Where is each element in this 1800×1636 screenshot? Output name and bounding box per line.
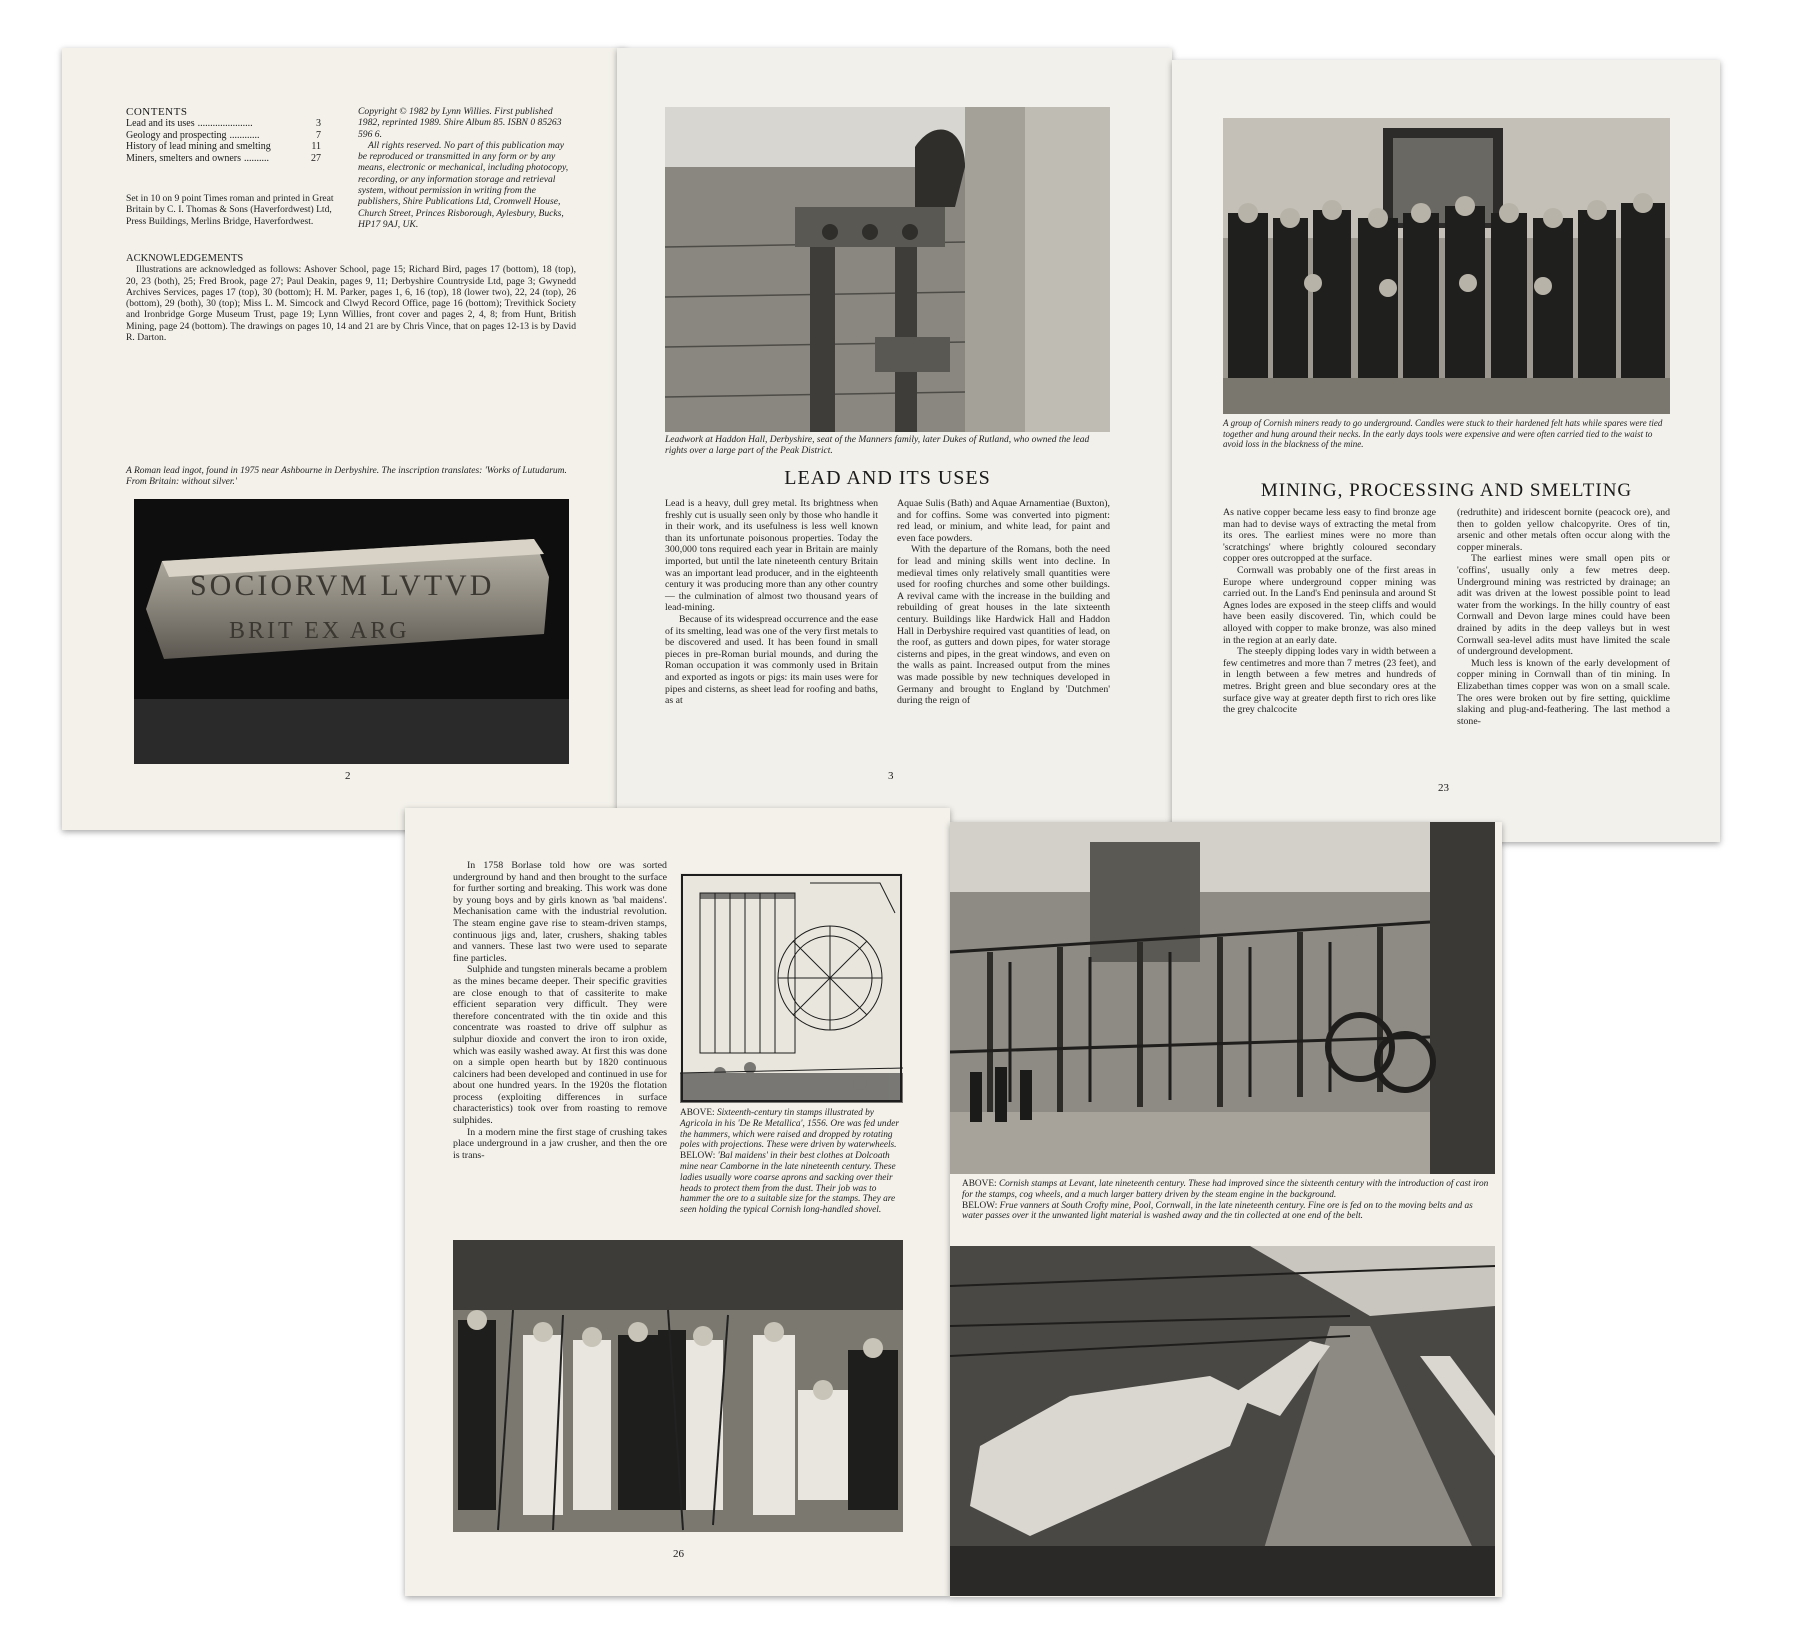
- cornish-miners-photo: [1223, 118, 1670, 414]
- contents-entry-page: 11: [311, 141, 321, 153]
- levant-stamps-photo: [950, 822, 1495, 1174]
- contents-block: [126, 106, 321, 164]
- page23-col1-paragraph2: Cornwall was probably one of the first areas in Europe where underground copper mining was carried out. In the Land's End peninsula and around St Agnes lodes are exposed in the steep cliffs and would have been easily discovered. Tin, which could be alloyed with copper to make bronze, was also mined in the region at an early date.: [1223, 564, 1436, 646]
- page-2: [62, 48, 627, 830]
- caption-above-label: ABOVE:: [680, 1108, 715, 1118]
- caption-above-label: ABOVE:: [962, 1179, 997, 1189]
- page-number-2: 2: [345, 770, 351, 782]
- frue-vanners-photo: [950, 1246, 1495, 1596]
- page-26: [405, 808, 950, 1596]
- page26-paragraph3: In a modern mine the first stage of crushing takes place underground in a jaw crusher, and then the ore is trans-: [453, 1126, 667, 1161]
- rights-text: All rights reserved. No part of this publication may be reproduced or transmitted in any form or by any means, electronic or mechanical, including photocopy, recording, or any information storage and retrieval system, without permission in writing from the publishers, Shire Publications Ltd, Cromwell House, Church Street, Princes Risborough, Aylesbury, Bucks, HP17 9AJ, UK.: [358, 139, 569, 230]
- contents-entry-title: Miners, smelters and owners: [126, 152, 241, 164]
- contents-entry-dots: ............: [229, 129, 260, 141]
- contents-entry-title: Geology and prospecting: [126, 129, 227, 141]
- page3-col1-paragraph1: Lead is a heavy, dull grey metal. Its brightness when freshly cut is usually seen only by those who handle it in their work, and its usefulness is less well known than its unfortunate poisonous properties. Today the 300,000 tons required each year in Britain are mainly imported, but until the late nineteenth century Britain was an important lead producer, and in the eighteenth century it was producing more than any other country — the culmination of almost two thousand years of lead-mining.: [665, 498, 878, 614]
- copyright-block: [358, 106, 573, 230]
- page26-text-column: [453, 860, 667, 1161]
- contents-entry: [126, 141, 321, 153]
- page-number-23: 23: [1438, 782, 1449, 794]
- contents-entry-title: History of lead mining and smelting: [126, 141, 271, 153]
- page-23: [1172, 60, 1720, 842]
- contents-entry-page: 27: [311, 152, 321, 164]
- ingot-inscription-line1: SOCIORVM LVTVD: [190, 569, 495, 602]
- caption-above-text: Sixteenth-century tin stamps illustrated by Agricola in his 'De Re Metallica', 1556. Ore was fed under the hammers, which were raised and dropped by rotating poles with projections. These were driven by waterwheels.: [680, 1108, 899, 1151]
- mining-processing-smelting-heading: MINING, PROCESSING AND SMELTING: [1260, 480, 1633, 501]
- page23-col1-paragraph1: As native copper became less easy to find bronze age man had to devise ways of extracting the metal from its ores. The earliest mines were no more than 'scratchings' where brightly coloured secondary copper ores outcropped at the surface.: [1223, 507, 1436, 565]
- page-3: [617, 48, 1172, 830]
- ingot-inscription-line2: BRIT EX ARG: [229, 618, 410, 644]
- page26-paragraph1: In 1758 Borlase told how ore was sorted underground by hand and then brought to the surface for further sorting and breaking. This work was done by young boys and by girls known as 'bal maidens'. Mechanisation came with the industrial revolution. The steam engine gave rise to steam-driven stamps, continuous jigs and, later, crushers, shaking tables and vanners. These last two were used to separate fine particles.: [453, 860, 667, 964]
- ingot-caption: A Roman lead ingot, found in 1975 near Ashbourne in Derbyshire. The inscription translates: 'Works of Lutudarum. From Britain: without silver.': [126, 466, 567, 487]
- contents-entry: [126, 153, 321, 165]
- roman-ingot-photo: [134, 499, 569, 764]
- bal-maidens-photo: [453, 1240, 903, 1532]
- contents-entry-page: 7: [316, 129, 321, 141]
- page23-column-2: [1457, 507, 1670, 727]
- page23-col1-paragraph3: The steeply dipping lodes vary in width between a few centimetres and more than 7 metres (23 feet), and in length between a few metres and hundreds of metres. Bright green and blue secondary ores at the surface give way at greater depth first to rich ores like the grey chalcocite: [1223, 646, 1436, 716]
- page26-paragraph2: Sulphide and tungsten minerals became a problem as the mines became deeper. Their specific gravities are close enough to that of cassiterite to make efficient separation very difficult. They were therefore concentrated with the tin oxide and this concentrate was roasted to drive off sulphur as sulphur dioxide and convert the iron to iron oxide, which was easily washed away. At first this was done on a simple open hearth but by 1820 continuous calciners had been developed and continued in use for about one hundred years. In the 1920s the flotation process (exploiting differences in surface characteristics) took over from roasting to remove sulphides.: [453, 964, 667, 1127]
- page3-column-1: [665, 498, 878, 707]
- page23-column-1: [1223, 507, 1436, 716]
- lead-and-its-uses-heading: LEAD AND ITS USES: [784, 467, 991, 489]
- cornish-miners-caption: A group of Cornish miners ready to go underground. Candles were stuck to their hardened felt hats while spares were tied together and hung around their necks. In the early days tools were expensive and were often carried tied to the waist to avoid loss in the blackness of the mine.: [1223, 418, 1663, 449]
- caption-below-text: Frue vanners at South Crofty mine, Pool, Cornwall, in the late nineteenth century. Fine ore is fed on to the moving belts and as water passes over it the unwanted light material is washed away and the tin collected at one end of the belt.: [962, 1200, 1473, 1222]
- copyright-text: Copyright © 1982 by Lynn Willies. First published 1982, reprinted 1989. Shire Album 85. ISBN 0 85263 596 6.: [358, 106, 562, 140]
- contents-entry-dots: [271, 141, 303, 153]
- page23-col2-paragraph1: (redruthite) and iridescent bornite (peacock ore), and then to golden yellow chalcopyrite. Ores of tin, arsenic and other metals often occur along with the copper minerals.: [1457, 507, 1670, 553]
- contents-entry: [126, 130, 321, 142]
- page-number-3: 3: [888, 770, 894, 782]
- page-number-26: 26: [673, 1548, 684, 1560]
- page3-col2-paragraph2: With the departure of the Romans, both the need for lead and mining skills went into decline. In medieval times only relatively small quantities were used for roofing churches and some other buildings. A revival came with the increase in the building and rebuilding of great houses in the late sixteenth century. Buildings like Hardwick Hall and Haddon Hall in Derbyshire required vast quantities of lead, on the roof, as gutters and down pipes, for water storage cisterns and pipes, in the great windows, and even on the walls as paint. Increased output from the mines was made possible by new techniques developed in Germany and brought to England by 'Dutchmen' during the reign of: [897, 544, 1110, 707]
- caption-below-label: BELOW:: [680, 1151, 716, 1162]
- acknowledgements-block: [126, 253, 576, 343]
- caption-above-text: Cornish stamps at Levant, late nineteenth century. These had improved since the sixteenth century with the introduction of cast iron for the stamps, cog wheels, and a much larger battery driven by the steam engine in the background.: [962, 1179, 1489, 1200]
- haddon-hall-leadwork-photo: [665, 107, 1110, 432]
- levant-and-vanners-caption: [962, 1179, 1492, 1222]
- page23-col2-paragraph3: Much less is known of the early development of copper mining in Cornwall than of tin mining. In Elizabethan times copper was won on a small scale. The ores were broken out by fire setting, quicklime slaking and plug-and-feathering. The last method a stone-: [1457, 657, 1670, 727]
- agricola-tin-stamps-woodcut: [680, 873, 903, 1103]
- caption-below-text: 'Bal maidens' in their best clothes at Dolcoath mine near Camborne in the late nineteenth century. These ladies usually wore coarse aprons and sacking over their heads to protect them from the dust. Their job was to hammer the ore to a suitable size for the stamps. They are seen holding the typical Cornish long-handled shovel.: [680, 1151, 896, 1216]
- contents-entry-title: Lead and its uses: [126, 118, 195, 129]
- contents-entry-page: 3: [316, 118, 321, 129]
- contents-title: CONTENTS: [126, 106, 188, 118]
- haddon-hall-caption: Leadwork at Haddon Hall, Derbyshire, seat of the Manners family, later Dukes of Rutland, who owned the lead rights over a large part of the Peak District.: [665, 435, 1090, 456]
- acknowledgements-title: ACKNOWLEDGEMENTS: [126, 253, 244, 264]
- printing-note: Set in 10 on 9 point Times roman and printed in Great Britain by C. I. Thomas & Sons (Haverfordwest) Ltd, Press Buildings, Merlins Bridge, Haverfordwest.: [126, 193, 334, 227]
- page23-col2-paragraph2: The earliest mines were small open pits or 'coffins', usually only a few metres deep. Underground mining was restricted by drainage; an adit was driven at the lowest possible point to lead water from the workings. In the hilly country of east Cornwall and Devon large mines could have been drained by adits in the deep valleys but in west Cornwall sea-level adits must have limited the scale of underground development.: [1457, 553, 1670, 658]
- contents-entry: [126, 118, 321, 130]
- page3-col2-paragraph1: Aquae Sulis (Bath) and Aquae Arnamentiae (Buxton), and for coffins. Some was converted into pigment: red lead, or minium, and white lead, for paint and even face powders.: [897, 498, 1110, 544]
- contents-entry-dots: ......................: [197, 118, 253, 129]
- page3-column-2: [897, 498, 1110, 707]
- acknowledgements-text: Illustrations are acknowledged as follows: Ashover School, page 15; Richard Bird, pages 17 (bottom), 18 (top), 20, 23 (both), 25; Fred Brook, page 27; Paul Deakin, pages 9, 11; Derbyshire Countryside Ltd, page 3; Gwynedd Archives Services, pages 17 (top), 30 (bottom); H. M. Parker, pages 1, 6, 16 (top), 18 (lower two), 22, 24 (top), 26 (bottom), 29 (both), 30 (top); Miss L. M. Simcock and Clwyd Record Office, page 16 (bottom); Trevithick Society and Ironbridge Gorge Museum Trust, page 19; Lynn Willies, front cover and pages 2, 4, 8; from Hunt, British Mining, page 24 (bottom). The drawings on pages 10, 14 and 21 are by Chris Vince, that on pages 12-13 is by David R. Darton.: [126, 264, 576, 344]
- caption-below-label: BELOW:: [962, 1200, 998, 1211]
- page3-col1-paragraph2: Because of its widespread occurrence and the ease of its smelting, lead was one of the very first metals to be discovered and used. It has been found in small pieces in pre-Roman burial mounds, and during the Roman occupation it was commonly used in Britain and exported as ingots or pigs: its main uses were for pipes and cisterns, as sheet lead for roofing and baths, as at: [665, 613, 878, 707]
- agricola-caption: [680, 1108, 903, 1216]
- contents-entry-dots: ..........: [243, 152, 269, 164]
- page-27: [950, 822, 1502, 1597]
